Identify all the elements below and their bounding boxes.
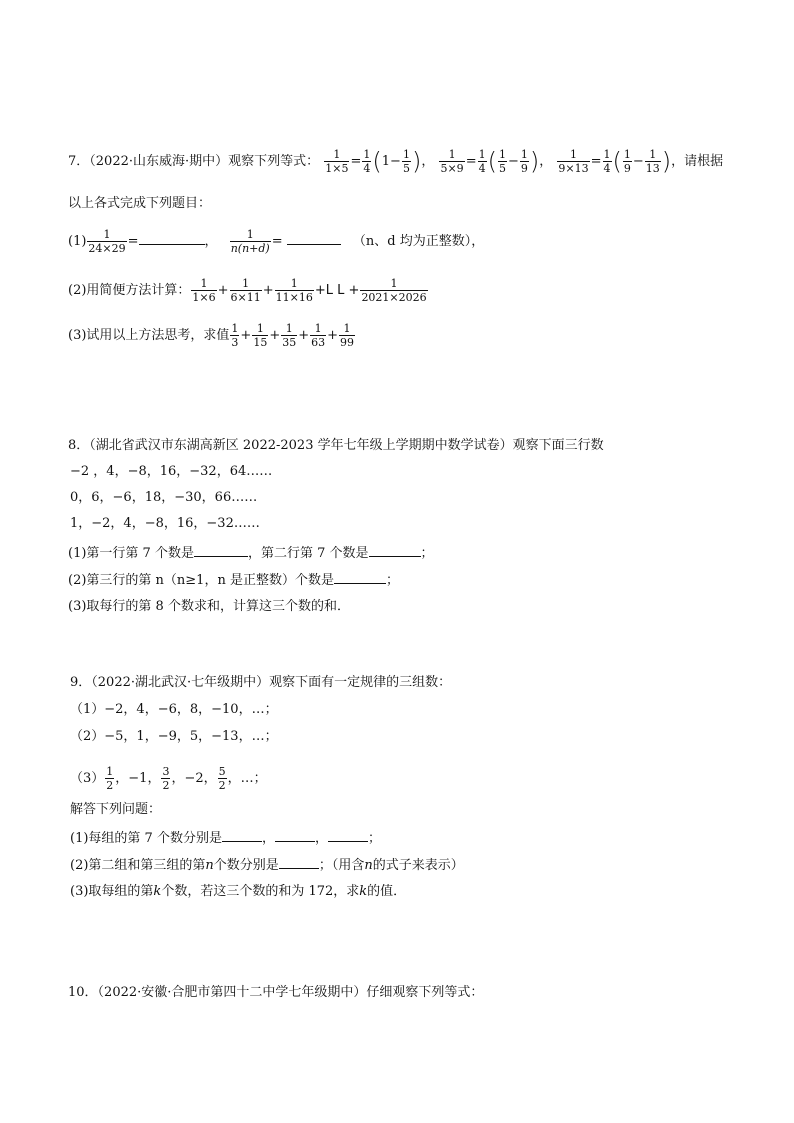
q7-tail: ，请根据 bbox=[671, 154, 724, 169]
p1-frac2: $\frac{1}{n(n+d)}$ bbox=[230, 228, 270, 255]
q9-part3: (3)取每组的第k个数，若这三个数的和为 172，求k的值． bbox=[70, 884, 407, 899]
q9-intro: 解答下列问题： bbox=[70, 802, 162, 817]
q7-line1: 7．（2022·山东威海·期中）观察下列等式： $\frac{1}{1\times 5}$ = $\frac{1}{4}$ (1− $\frac{1}{5}$ )， $\frac{1}{5\times 9}$ = $\frac{1}{4}$ ( $\frac{1}{5}$ − $\frac{1}{9}$ )， $\frac{1}{9\times 13}$ = $\frac{1}{4}$ ( $\frac{1}{9}$ − $\frac{1}{13}$ )，请根据 bbox=[68, 147, 724, 176]
q7-part1: (1) $\frac{1}{24\times 29}$ = ， $\frac{1}{n(n+d)}$ = （n、d 均为正整数）， bbox=[68, 228, 485, 255]
q7-part2: (2)用简便方法计算： $\frac{1}{1\times 6}$ + $\frac{1}{6\times 11}$ + $\frac{1}{11\times 16}$ +L L + $\frac{1}{2021\times 2026}$ bbox=[68, 277, 427, 304]
q7-part3: (3)试用以上方法思考，求值 $\frac{1}{3}$ + $\frac{1}{15}$ + $\frac{1}{35}$ + $\frac{1}{63}$ + $\frac{1}{99}$ bbox=[68, 322, 355, 349]
p2-term: $\frac{1}{6\times 11}$ bbox=[230, 277, 261, 304]
answer-blank[interactable] bbox=[334, 571, 386, 584]
answer-blank[interactable] bbox=[222, 829, 262, 842]
p3-term: $\frac{1}{63}$ bbox=[311, 322, 326, 349]
answer-blank[interactable] bbox=[279, 856, 319, 869]
q9-group3: （3） $\frac{1}{2}$ ，−1， $\frac{3}{2}$ ，−2， $\frac{5}{2}$ ，…； bbox=[70, 765, 267, 792]
q8-part1: (1)第一行第 7 个数是 ，第二行第 7 个数是 ； bbox=[68, 546, 434, 561]
answer-blank[interactable] bbox=[275, 829, 315, 842]
q9-header: 9．（2022·湖北武汉·七年级期中）观察下面有一定规律的三组数： bbox=[70, 675, 452, 690]
eq2-lhs: $\frac{1}{5\times 9}$ bbox=[440, 148, 464, 175]
p3-term: $\frac{1}{35}$ bbox=[282, 322, 297, 349]
g3-term: $\frac{1}{2}$ bbox=[106, 765, 114, 792]
eq3-coef: $\frac{1}{4}$ bbox=[603, 148, 611, 175]
q8-part3: (3)取每行的第 8 个数求和，计算这三个数的和． bbox=[68, 599, 350, 614]
q8-part2: (2)第三行的第 n（n≥1，n 是正整数）个数是 ； bbox=[68, 573, 399, 588]
eq1-coef: $\frac{1}{4}$ bbox=[363, 148, 371, 175]
answer-blank[interactable] bbox=[194, 544, 248, 557]
q7-header: 7．（2022·山东威海·期中）观察下列等式： bbox=[68, 154, 320, 169]
q9-group2: （2）−5，1，−9，5，−13，…； bbox=[70, 729, 278, 744]
eq3-first: $\frac{1}{9}$ bbox=[623, 148, 631, 175]
g3-term: $\frac{5}{2}$ bbox=[218, 765, 226, 792]
p2-term: $\frac{1}{1\times 6}$ bbox=[192, 277, 216, 304]
answer-blank[interactable] bbox=[369, 544, 421, 557]
q9-group1: （1）−2，4，−6，8，−10，…； bbox=[70, 702, 278, 717]
p3-term: $\frac{1}{15}$ bbox=[253, 322, 268, 349]
p2-term: $\frac{1}{11\times 16}$ bbox=[275, 277, 313, 304]
q8-row3: 1，−2，4，−8，16，−32…… bbox=[70, 516, 260, 531]
q8-row1: −2 ，4，−8，16，−32，64…… bbox=[70, 464, 273, 479]
p1-frac1: $\frac{1}{24\times 29}$ bbox=[88, 228, 126, 255]
g3-term: $\frac{3}{2}$ bbox=[162, 765, 170, 792]
p2-last-term: $\frac{1}{2021\times 2026}$ bbox=[361, 277, 427, 304]
q9-part2: (2)第二组和第三组的第n个数分别是 ；（用含n的式子来表示） bbox=[70, 858, 464, 873]
q8-header: 8．（湖北省武汉市东湖高新区 2022-2023 学年七年级上学期期中数学试卷）观察下面三行数 bbox=[68, 438, 604, 453]
eq3-lhs: $\frac{1}{9\times 13}$ bbox=[558, 148, 589, 175]
p1-note: （n、d 均为正整数）， bbox=[352, 234, 485, 249]
eq2-first: $\frac{1}{5}$ bbox=[498, 148, 506, 175]
p3-term: $\frac{1}{99}$ bbox=[340, 322, 355, 349]
eq1-last: $\frac{1}{5}$ bbox=[402, 148, 410, 175]
q7-line2: 以上各式完成下列题目： bbox=[68, 196, 212, 211]
p3-term: $\frac{1}{3}$ bbox=[231, 322, 239, 349]
q10-header: 10．（2022·安徽·合肥市第四十二中学七年级期中）仔细观察下列等式： bbox=[68, 985, 484, 1000]
answer-blank[interactable] bbox=[328, 829, 368, 842]
eq3-last: $\frac{1}{13}$ bbox=[645, 148, 660, 175]
answer-blank[interactable] bbox=[139, 232, 205, 245]
eq2-last: $\frac{1}{9}$ bbox=[520, 148, 528, 175]
answer-blank[interactable] bbox=[287, 232, 341, 245]
eq2-coef: $\frac{1}{4}$ bbox=[478, 148, 486, 175]
eq1-lhs: $\frac{1}{1\times 5}$ bbox=[325, 148, 349, 175]
q8-row2: 0，6，−6，18，−30，66…… bbox=[70, 490, 258, 505]
q9-part1: (1)每组的第 7 个数分别是 ， ， ； bbox=[70, 831, 381, 846]
